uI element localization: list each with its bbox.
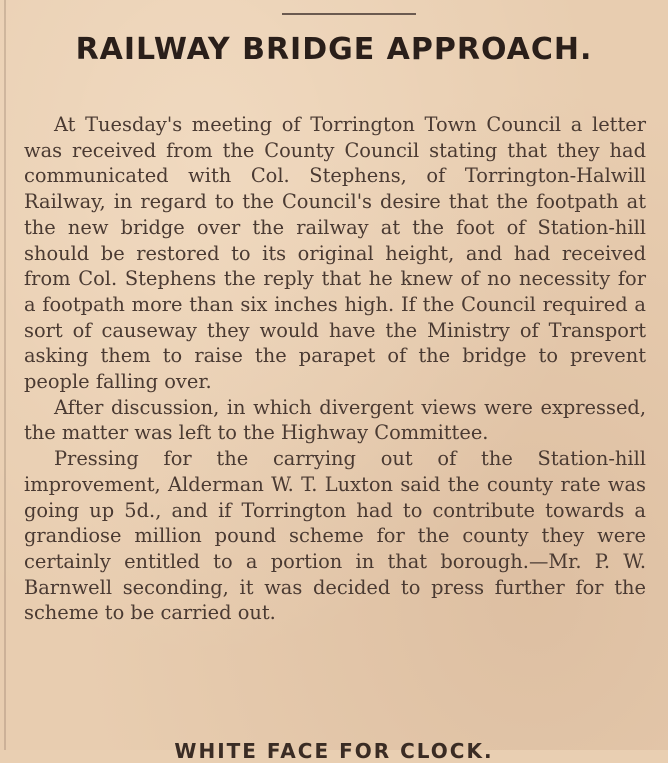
article-headline: RAILWAY BRIDGE APPROACH. <box>75 32 593 67</box>
article-paragraph: At Tuesday's meeting of Torrington Town Council a letter was received from the County Council stating that they had communicated with Col. Stephens, of Torrington-Halwill Railway, in regard to the Council's desire that the footpath at the new bridge over the railway at the foot of Station-hill should be restored to its original height, and had received from Col. Stephens the reply that he knew of no necessity for a footpath more than six inches high. If the Council required a sort of causeway they would have the Ministry of Transport asking them to raise the parapet of the bridge to prevent people falling over. <box>24 113 646 394</box>
article-paragraph: Pressing for the carrying out of the Station-hill improvement, Alderman W. T. Luxton said the county rate was going up 5d., and if Torrington had to contribute towards a grandiose million pound scheme for the county they were certainly entitled to a portion in that borough.—Mr. P. W. Barnwell seconding, it was decided to press further for the scheme to be carried out. <box>24 447 646 625</box>
next-article-headline: WHITE FACE FOR CLOCK. <box>174 739 494 763</box>
article-paragraph: After discussion, in which divergent views were expressed, the matter was left to the Highway Committee. <box>24 395 646 445</box>
page-edge-divider <box>4 0 6 750</box>
article-body <box>24 112 646 626</box>
section-rule <box>282 13 416 15</box>
